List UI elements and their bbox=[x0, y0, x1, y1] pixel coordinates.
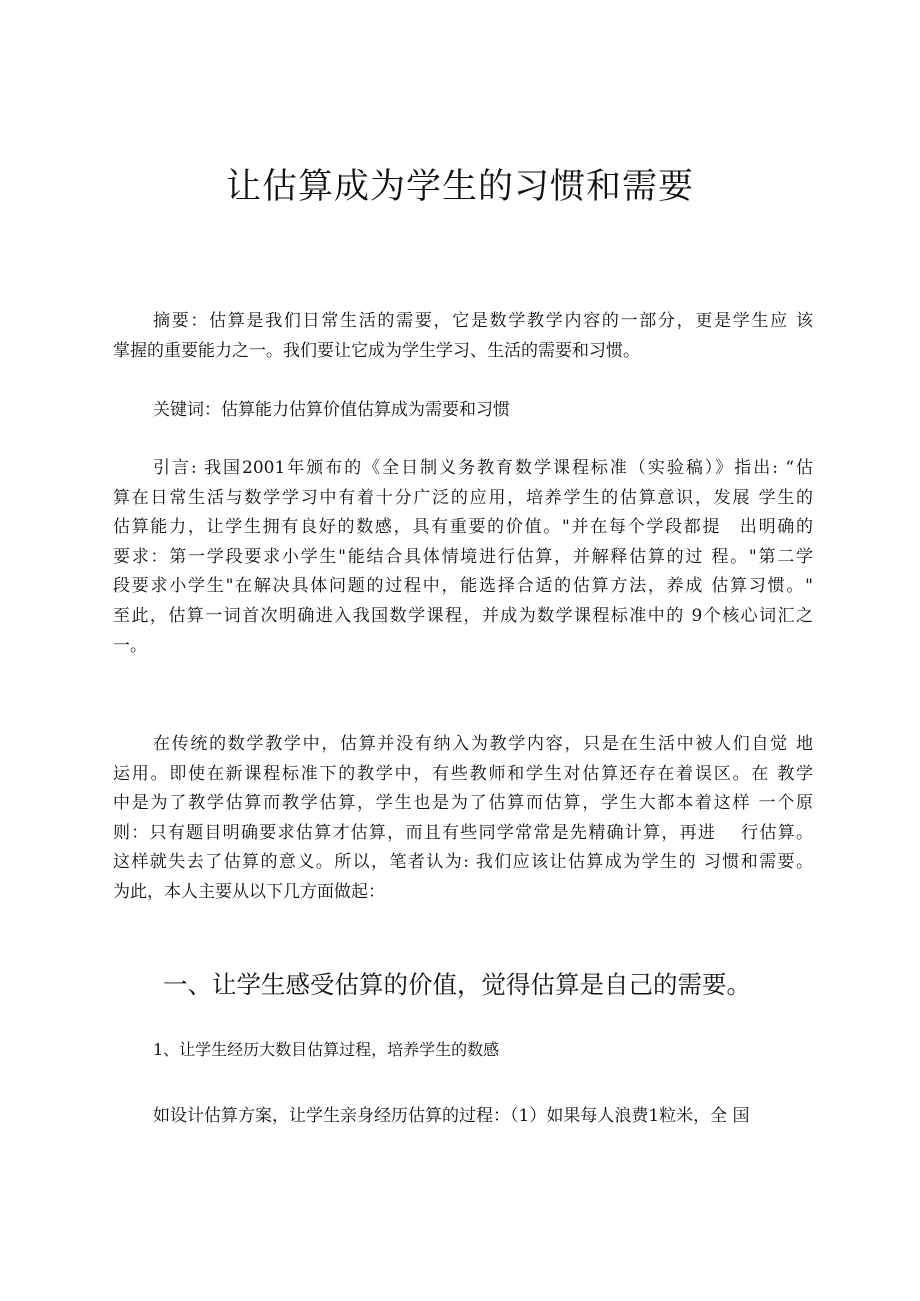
introduction-line: 段要求小学生"在解决具体问题的过程中，能选择合适的估算方法，养成 估算习惯。" bbox=[113, 576, 813, 597]
keywords-line: 关键词：估算能力估算价值估算成为需要和习惯 bbox=[153, 400, 510, 420]
introduction-line: 至此，估算一词首次明确进入我国数学课程，并成为数学课程标准中的 9个核心词汇之 bbox=[113, 605, 813, 626]
abstract-line: 掌握的重要能力之一。我们要让它成为学生学习、生活的需要和习惯。 bbox=[113, 340, 640, 361]
section-heading: 一、让学生感受估算的价值，觉得估算是自己的需要。 bbox=[163, 970, 751, 999]
introduction-line: 算在日常生活与数学学习中有着十分广泛的应用，培养学生的估算意识，发展 学生的 bbox=[113, 487, 813, 508]
last-paragraph-line: 如设计估算方案，让学生亲身经历估算的过程：（1）如果每人浪费1粒米，全 国 bbox=[153, 1106, 750, 1126]
introduction-paragraph bbox=[113, 454, 813, 661]
body-line: 这样就失去了估算的意义。所以，笔者认为: 我们应该让估算成为学生的 习惯和需要。 bbox=[113, 852, 813, 873]
introduction-line: 一。 bbox=[113, 635, 147, 656]
body-line: 运用。即使在新课程标准下的教学中，有些教师和学生对估算还存在着误区。在 教学 bbox=[113, 763, 813, 784]
page-title: 让估算成为学生的习惯和需要 bbox=[225, 167, 694, 207]
abstract-line: 摘要：估算是我们日常生活的需要，它是数学教学内容的一部分，更是学生应 该 bbox=[153, 311, 813, 331]
introduction-line: 估算能力，让学生拥有良好的数感，具有重要的价值。"并在每个学段都提 出明确的 bbox=[113, 517, 813, 538]
keywords-paragraph bbox=[113, 396, 813, 426]
body-line: 中是为了教学估算而教学估算，学生也是为了估算而估算，学生大都本着这样 一个原 bbox=[113, 793, 813, 814]
body-line: 在传统的数学教学中，估算并没有纳入为教学内容，只是在生活中被人们自觉 地 bbox=[153, 734, 813, 754]
introduction-line: 引言: 我国2001年颁布的《全日制义务教育数学课程标准（实验稿）》指出: “估 bbox=[153, 458, 813, 478]
body-paragraph bbox=[113, 730, 813, 908]
abstract-paragraph bbox=[113, 307, 813, 366]
sub-heading: 1、让学生经历大数目估算过程，培养学生的数感 bbox=[153, 1040, 500, 1059]
body-line: 则：只有题目明确要求估算才估算，而且有些同学常常是先精确计算，再进 行估算。 bbox=[113, 822, 813, 843]
body-line: 为此，本人主要从以下几方面做起： bbox=[113, 881, 385, 902]
introduction-line: 要求：第一学段要求小学生"能结合具体情境进行估算，并解释估算的过 程。"第二学 bbox=[113, 546, 813, 567]
